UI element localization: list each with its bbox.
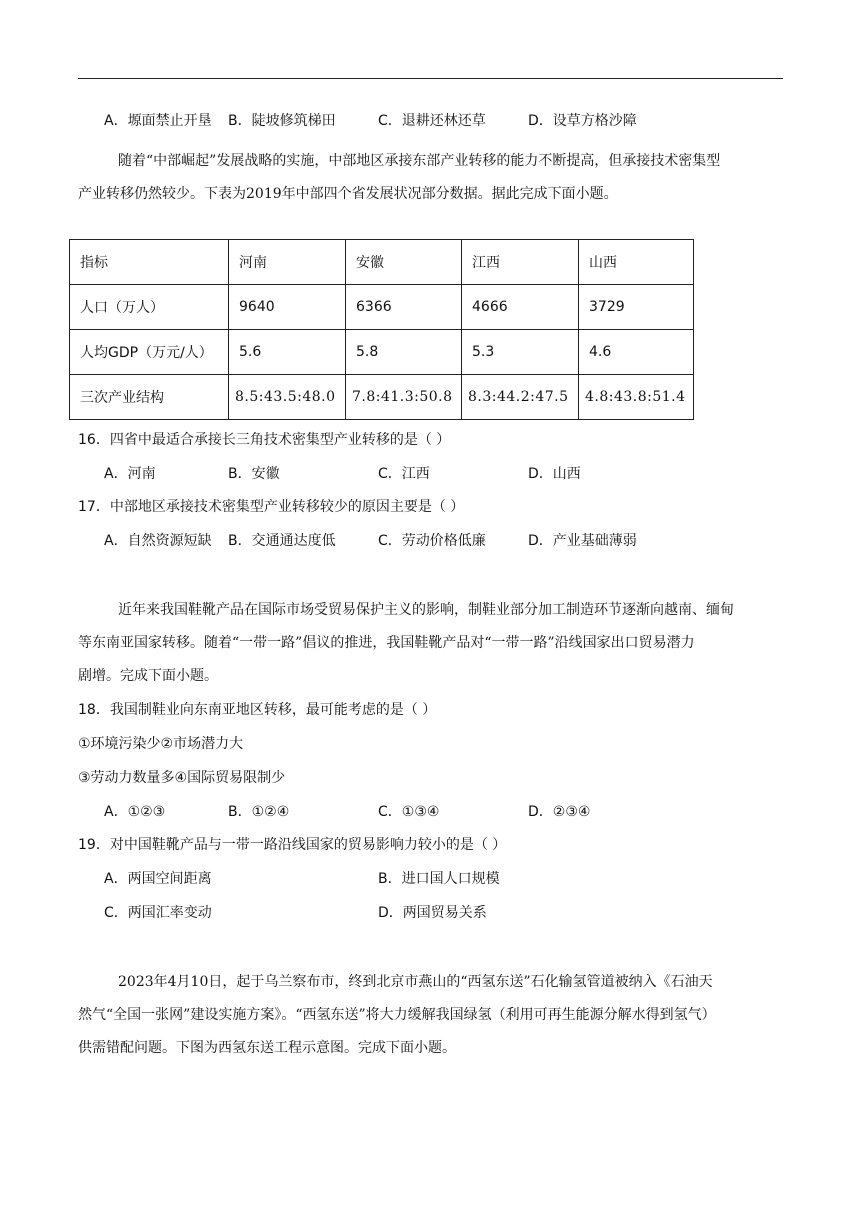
table-row [70,375,694,420]
q18-item-1: ①环境污染少②市场潜力大 [78,736,244,752]
q17-option-b[interactable]: B．交通通达度低 [228,533,336,549]
passage-1-line-1: 随着“中部崛起”发展战略的实施，中部地区承接东部产业转移的能力不断提高，但承接技术密集型 [118,153,721,169]
table-cell: 5.8 [346,330,462,375]
table-row [70,285,694,330]
province-data-table [69,239,694,420]
q17-stem: 17．中部地区承接技术密集型产业转移较少的原因主要是（ ） [78,499,465,515]
table-cell: 9640 [229,285,346,330]
q18-option-a[interactable]: A．①②③ [104,804,166,820]
table-cell: 7.8:41.3:50.8 [346,375,462,420]
table-header-cell: 指标 [70,240,229,285]
passage-1-line-2: 产业转移仍然较少。下表为2019年中部四个省发展状况部分数据。据此完成下面小题。 [78,186,618,202]
table-cell: 4.8:43.8:51.4 [579,375,694,420]
q15-option-a[interactable]: A．塬面禁止开垦 [104,113,212,129]
table-cell: 人口（万人） [70,285,229,330]
q18-option-c[interactable]: C．①③④ [378,804,440,820]
table-header-cell: 安徽 [346,240,462,285]
passage-2 [78,594,783,693]
q19-option-d[interactable]: D．两国贸易关系 [378,905,487,921]
q17-option-d[interactable]: D．产业基础薄弱 [528,533,637,549]
table-row [70,330,694,375]
q19-option-a[interactable]: A．两国空间距离 [104,871,212,887]
q16-stem: 16．四省中最适合承接长三角技术密集型产业转移的是（ ） [78,432,451,448]
passage-2-line-3: 剧增。完成下面小题。 [78,668,218,684]
passage-2-line-1: 近年来我国鞋靴产品在国际市场受贸易保护主义的影响，制鞋业部分加工制造环节逐渐向越南、缅甸 [118,602,734,618]
q15-option-c[interactable]: C．退耕还林还草 [378,113,486,129]
table-cell: 6366 [346,285,462,330]
table-cell: 8.5:43.5:48.0 [229,375,346,420]
passage-3-line-1: 2023年4月10日，起于乌兰察布市，终到北京市燕山的“西氢东送”石化输氢管道被纳入《石油天 [118,974,713,990]
table-cell: 3729 [579,285,694,330]
q19-stem: 19．对中国鞋靴产品与一带一路沿线国家的贸易影响力较小的是（ ） [78,837,507,853]
q18-item-2: ③劳动力数量多④国际贸易限制少 [78,770,286,786]
q15-option-d[interactable]: D．设草方格沙障 [528,113,637,129]
q15-option-b[interactable]: B．陡坡修筑梯田 [228,113,336,129]
passage-1 [78,145,783,211]
q18-option-d[interactable]: D．②③④ [528,804,591,820]
q17-option-c[interactable]: C．劳动价格低廉 [378,533,486,549]
table-cell: 三次产业结构 [70,375,229,420]
passage-3-line-3: 供需错配问题。下图为西氢东送工程示意图。完成下面小题。 [78,1040,456,1056]
q16-option-a[interactable]: A．河南 [104,466,156,482]
table-header-cell: 山西 [579,240,694,285]
table-cell: 8.3:44.2:47.5 [462,375,579,420]
q16-option-c[interactable]: C．江西 [378,466,430,482]
q16-option-b[interactable]: B．安徽 [228,466,280,482]
q16-option-d[interactable]: D．山西 [528,466,581,482]
q17-option-a[interactable]: A．自然资源短缺 [104,533,212,549]
table-header-row [70,240,694,285]
table-header-cell: 江西 [462,240,579,285]
table-header-cell: 河南 [229,240,346,285]
passage-3-line-2: 然气“全国一张网”建设实施方案》。“西氢东送”将大力缓解我国绿氢（利用可再生能源分解水得到氢气） [78,1007,716,1023]
q19-option-b[interactable]: B．进口国人口规模 [378,871,500,887]
table-cell: 人均GDP（万元/人） [70,330,229,375]
header-rule [78,78,783,79]
table-cell: 4.6 [579,330,694,375]
table-cell: 5.3 [462,330,579,375]
table-cell: 5.6 [229,330,346,375]
passage-2-line-2: 等东南亚国家转移。随着“一带一路”倡议的推进，我国鞋靴产品对“一带一路”沿线国家出口贸易潜力 [78,635,695,651]
q18-option-b[interactable]: B．①②④ [228,804,290,820]
q19-option-c[interactable]: C．两国汇率变动 [104,905,212,921]
q18-stem: 18．我国制鞋业向东南亚地区转移，最可能考虑的是（ ） [78,702,437,718]
passage-3 [78,966,783,1065]
table-cell: 4666 [462,285,579,330]
